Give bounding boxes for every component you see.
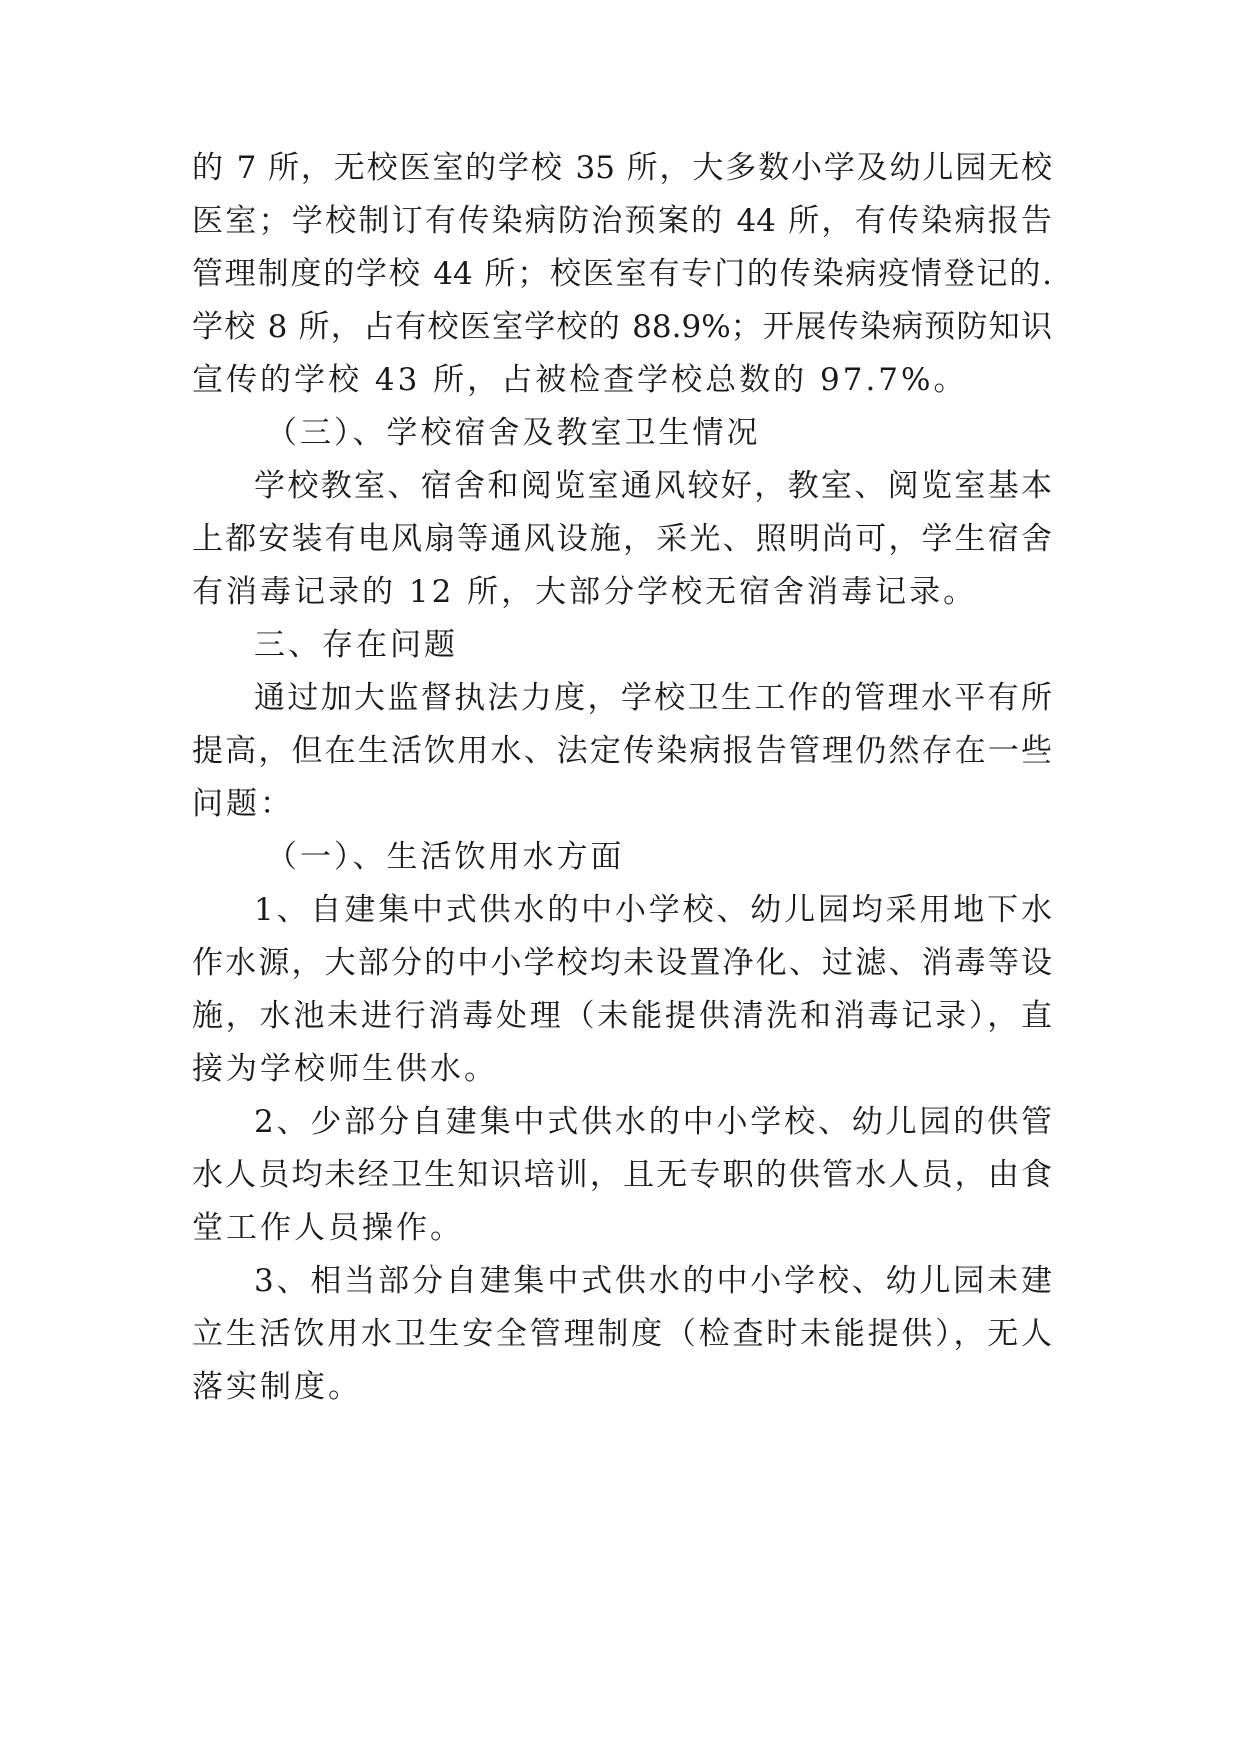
text-line-13: 问题：	[192, 786, 294, 822]
text-line-12: 提高，但在生活饮用水、法定传染病报告管理仍然存在一些	[192, 733, 1052, 769]
paragraph-line-1: 学校教室、宿舍和阅览室通风较好，教室、阅览室基本	[254, 468, 1052, 504]
text-line-3: 管理制度的学校 44 所；校医室有专门的传染病疫情登记的.	[192, 256, 1052, 292]
paragraph-line-problems: 通过加大监督执法力度，学校卫生工作的管理水平有所	[254, 680, 1052, 716]
item-2-line-3: 堂工作人员操作。	[192, 1210, 464, 1246]
text-line-2: 医室；学校制订有传染病防治预案的 44 所，有传染病报告	[192, 203, 1052, 239]
item-3-line-2: 立生活饮用水卫生安全管理制度（检查时未能提供），无人	[192, 1316, 1052, 1352]
text-line-8: 上都安装有电风扇等通风设施，采光、照明尚可，学生宿舍	[192, 521, 1052, 557]
section-heading-problems: 三、存在问题	[254, 627, 458, 663]
item-3-line-3: 落实制度。	[192, 1369, 362, 1405]
item-1-line-4: 接为学校师生供水。	[192, 1051, 498, 1087]
text-line-5: 宣传的学校 43 所，占被检查学校总数的 97.7%。	[192, 362, 968, 398]
section-heading-3: （三）、学校宿舍及教室卫生情况	[266, 415, 761, 451]
section-heading-water: （一）、生活饮用水方面	[266, 839, 625, 875]
text-line-9: 有消毒记录的 12 所，大部分学校无宿舍消毒记录。	[192, 574, 978, 610]
item-1-line-2: 作水源，大部分的中小学校均未设置净化、过滤、消毒等设	[192, 945, 1052, 981]
item-3-line-1: 3、相当部分自建集中式供水的中小学校、幼儿园未建	[254, 1263, 1052, 1299]
text-line-1: 的 7 所，无校医室的学校 35 所，大多数小学及幼儿园无校	[192, 150, 1052, 186]
item-2-line-2: 水人员均未经卫生知识培训，且无专职的供管水人员，由食	[192, 1157, 1052, 1193]
text-line-4: 学校 8 所，占有校医室学校的 88.9%；开展传染病预防知识	[192, 309, 1052, 345]
item-2-line-1: 2、少部分自建集中式供水的中小学校、幼儿园的供管	[254, 1104, 1052, 1140]
item-1-line-3: 施，水池未进行消毒处理（未能提供清洗和消毒记录），直	[192, 998, 1052, 1034]
item-1-line-1: 1、自建集中式供水的中小学校、幼儿园均采用地下水	[254, 892, 1052, 928]
